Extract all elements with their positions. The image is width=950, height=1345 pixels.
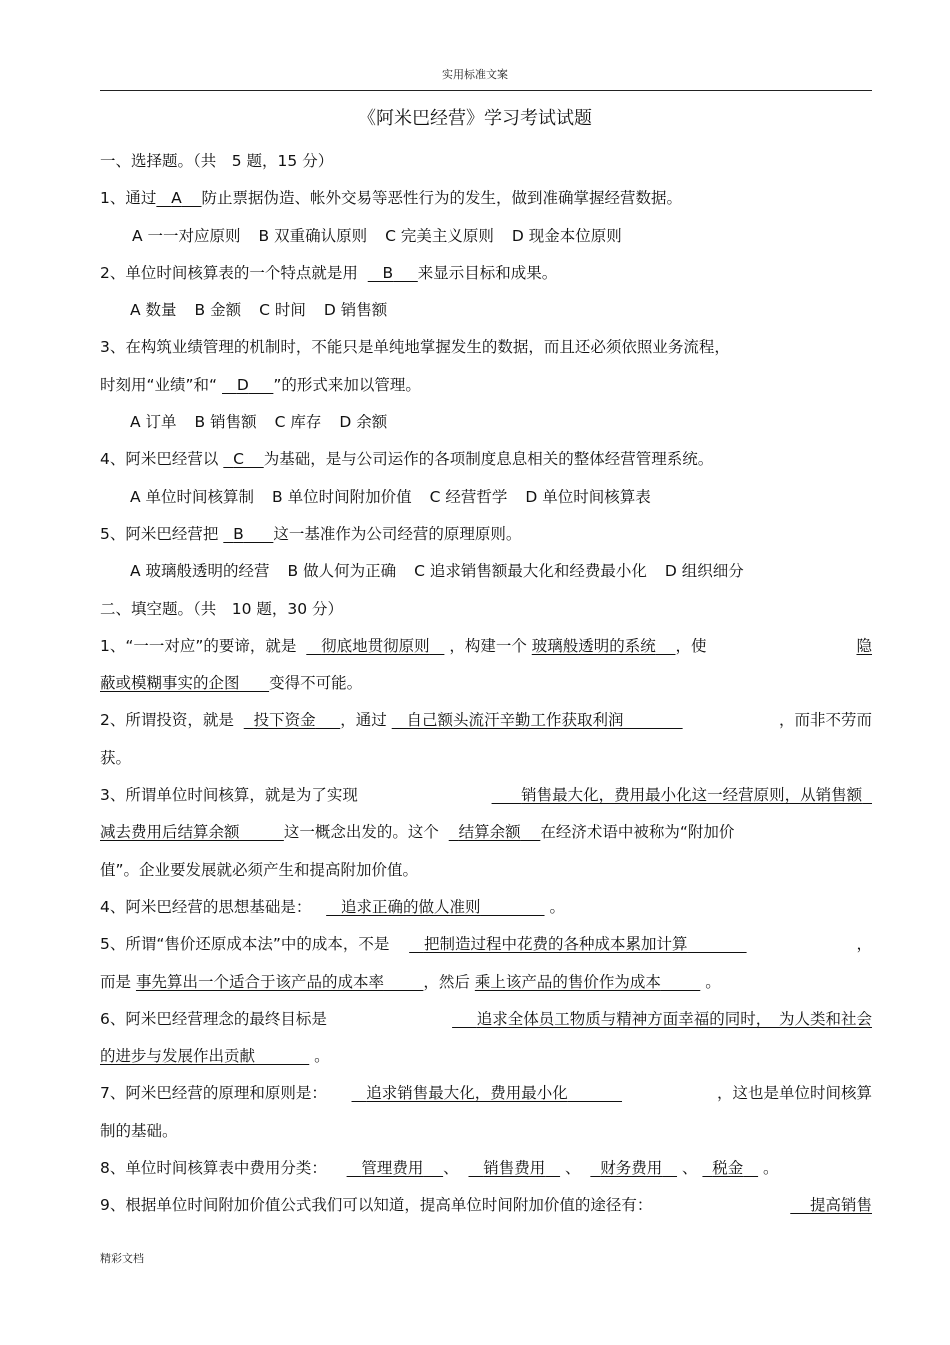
question-4-options <box>100 486 872 523</box>
section-fill-heading: 二、填空题。（共 10 题，30 分） <box>100 599 344 618</box>
header-divider <box>100 90 872 91</box>
answer-blank: B <box>233 524 244 543</box>
option: D 销售额 <box>323 301 388 320</box>
fill-6-cont: 的进步与发展作出贡献 。 <box>100 1047 330 1066</box>
question-5-options <box>100 560 872 597</box>
option: A 数量 <box>130 301 177 320</box>
fill-2-cont: 获。 <box>100 748 132 767</box>
answer-blank: 追求全体员工物质与精神方面幸福的同时， 为人类和社会 <box>476 1009 872 1028</box>
answer-blank: 的进步与发展作出贡献 <box>100 1047 256 1066</box>
fill-1: 1、“一一对应”的要谛，就是 彻底地贯彻原则 ，构建一个 玻璃般透明的系统 ，使 隐 <box>100 636 872 655</box>
question-3-cont: 时刻用“业绩”和“ D ”的形式来加以管理。 <box>100 375 421 394</box>
option: A 订单 <box>130 413 177 432</box>
question-4: 4、阿米巴经营以 C 为基础，是与公司运作的各项制度息息相关的整体经营管理系统。 <box>100 450 714 469</box>
fill-1-cont: 蔽或模糊事实的企图 变得不可能。 <box>100 674 363 693</box>
fill-7: 7、阿米巴经营的原理和原则是： 追求销售最大化，费用最小化 ，这也是单位时间核算 <box>100 1084 872 1103</box>
fill-3-cont2: 值”。企业要发展就必须产生和提高附加价值。 <box>100 860 419 879</box>
option: B 做人何为正确 <box>287 562 397 581</box>
answer-blank: 财务费用 <box>600 1159 663 1178</box>
answer-blank: 自己额头流汗辛勤工作获取利润 <box>406 711 624 730</box>
answer-blank: 销售费用 <box>483 1159 546 1178</box>
answer-blank: 追求正确的做人准则 <box>340 897 481 916</box>
option: A 一一对应原则 <box>132 226 241 245</box>
answer-blank: 减去费用后结算余额 <box>100 823 240 842</box>
option: C 完美主义原则 <box>385 226 494 245</box>
fill-5: 5、所谓“售价还原成本法”中的成本，不是 把制造过程中花费的各种成本累加计算 ， <box>100 935 872 954</box>
option: C 经营哲学 <box>429 487 508 506</box>
option: D 现金本位原则 <box>511 226 622 245</box>
option: D 组织细分 <box>664 562 744 581</box>
option: B 金额 <box>194 301 242 320</box>
page-footer: 精彩文档 <box>100 1252 144 1265</box>
option: C 时间 <box>259 301 306 320</box>
option: B 销售额 <box>194 413 257 432</box>
answer-blank: 追求销售最大化，费用最小化 <box>366 1084 568 1103</box>
option: D 余额 <box>339 413 388 432</box>
answer-blank: 玻璃般透明的系统 <box>531 636 656 655</box>
answer-blank: 提高销售 <box>809 1196 872 1215</box>
answer-blank: 税金 <box>712 1159 744 1178</box>
answer-blank: 销售最大化，费用最小化这一经营原则，从销售额 <box>521 786 863 805</box>
fill-3: 3、所谓单位时间核算，就是为了实现 销售最大化，费用最小化这一经营原则，从销售额 <box>100 784 872 821</box>
fill-4: 4、阿米巴经营的思想基础是： 追求正确的做人准则 。 <box>100 897 565 916</box>
option: B 双重确认原则 <box>258 226 368 245</box>
option: C 追求销售额最大化和经费最小化 <box>414 562 647 581</box>
fill-6: 6、阿米巴经营理念的最终目标是 追求全体员工物质与精神方面幸福的同时， 为人类和社会 <box>100 1009 872 1028</box>
page-header: 实用标准文案 <box>442 68 508 81</box>
answer-blank: 结算余额 <box>458 823 521 842</box>
answer-blank: A <box>171 189 182 208</box>
answer-blank: B <box>382 263 394 282</box>
answer-blank: 投下资金 <box>253 711 316 730</box>
document-body <box>100 150 872 1232</box>
question-1-options <box>100 225 872 262</box>
section-choice-heading: 一、选择题。（共 5 题，15 分） <box>100 152 334 170</box>
option: A 玻璃般透明的经营 <box>130 562 270 581</box>
answer-blank: 管理费用 <box>361 1159 424 1178</box>
option: B 单位时间附加价值 <box>272 487 412 506</box>
answer-blank: 事先算出一个适合于该产品的成本率 <box>135 972 384 991</box>
document-title: 《阿米巴经营》学习考试试题 <box>358 108 592 129</box>
question-2-options <box>100 299 872 336</box>
answer-blank: 隐 <box>856 636 872 655</box>
question-1: 1、通过 A 防止票据伪造、帐外交易等恶性行为的发生，做到准确掌握经营数据。 <box>100 189 682 208</box>
fill-2: 2、所谓投资，就是 投下资金 ，通过 自己额头流汗辛勤工作获取利润 ，而非不劳而 <box>100 711 872 730</box>
answer-blank: 蔽或模糊事实的企图 <box>100 674 240 693</box>
question-5: 5、阿米巴经营把 B 这一基准作为公司经营的原理原则。 <box>100 524 522 543</box>
question-2: 2、单位时间核算表的一个特点就是用 B 来显示目标和成果。 <box>100 263 558 282</box>
fill-3-cont: 减去费用后结算余额 这一概念出发的。这个 结算余额 在经济术语中被称为“附加价 <box>100 823 735 842</box>
fill-5-cont: 而是 事先算出一个适合于该产品的成本率 ，然后 乘上该产品的售价作为成本 。 <box>100 972 721 991</box>
fill-9: 9、根据单位时间附加价值公式我们可以知道，提高单位时间附加价值的途径有： 提高销售 <box>100 1196 872 1215</box>
answer-blank: D <box>236 375 249 394</box>
answer-blank: 把制造过程中花费的各种成本累加计算 <box>423 935 688 954</box>
option: D 单位时间核算表 <box>525 487 651 506</box>
fill-8: 8、单位时间核算表中费用分类： 管理费用 、 销售费用 、 财务费用 、 税金 。 <box>100 1159 779 1178</box>
answer-blank: C <box>233 450 244 469</box>
question-3-options <box>100 411 872 448</box>
question-3: 3、在构筑业绩管理的机制时，不能只是单纯地掌握发生的数据，而且还必须依照业务流程， <box>100 338 730 357</box>
option: A 单位时间核算制 <box>130 487 255 506</box>
option: C 库存 <box>274 413 322 432</box>
answer-blank: 彻底地贯彻原则 <box>321 636 430 655</box>
answer-blank: 乘上该产品的售价作为成本 <box>474 972 661 991</box>
fill-7-cont: 制的基础。 <box>100 1121 178 1140</box>
